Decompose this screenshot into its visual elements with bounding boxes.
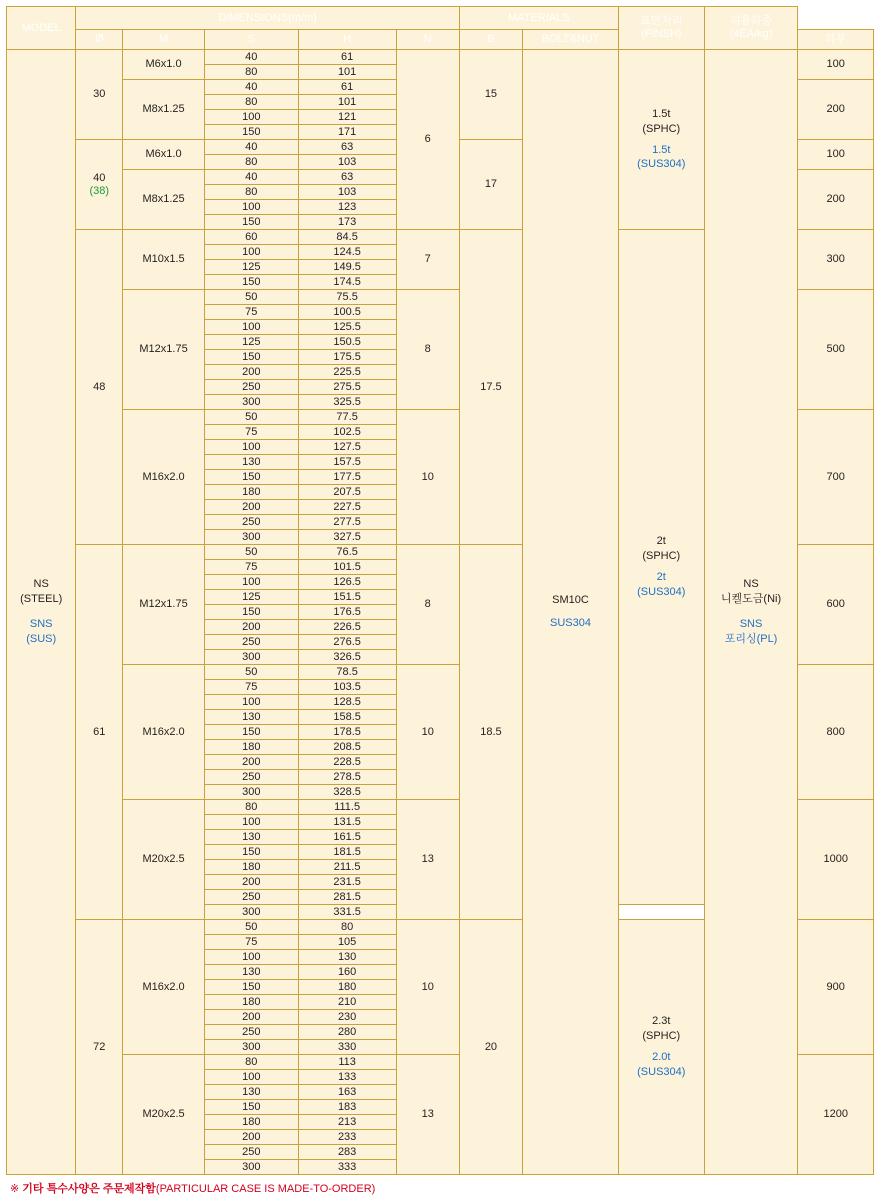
h-value: 78.5 xyxy=(298,665,396,680)
load-value: 1200 xyxy=(798,1055,874,1175)
s-value: 40 xyxy=(204,140,298,155)
h-value: 101 xyxy=(298,65,396,80)
boltnut-steel: SM10C xyxy=(552,594,589,607)
thread-m10: M10x1.5 xyxy=(123,230,205,290)
header-row-main xyxy=(7,7,874,30)
s-value: 40 xyxy=(204,80,298,95)
s-value: 80 xyxy=(204,1055,298,1070)
h-value: 103 xyxy=(298,155,396,170)
dia-72: 72 xyxy=(76,920,123,1175)
header-materials: MATERIALS xyxy=(459,7,618,30)
s-value: 60 xyxy=(204,230,298,245)
h-value: 102.5 xyxy=(298,425,396,440)
h-value: 100.5 xyxy=(298,305,396,320)
thread-m12: M12x1.75 xyxy=(123,545,205,665)
h-value: 328.5 xyxy=(298,785,396,800)
s-value: 150 xyxy=(204,215,298,230)
load-value: 600 xyxy=(798,545,874,665)
load-value: 900 xyxy=(798,920,874,1055)
s-value: 300 xyxy=(204,650,298,665)
dia-40-alt: (38) xyxy=(89,184,110,197)
dia-40 xyxy=(76,140,123,230)
footnote-mark: ※ xyxy=(10,1183,20,1195)
lower-material-3 xyxy=(618,920,704,1175)
n-value: 10 xyxy=(396,665,459,800)
s-value: 180 xyxy=(204,485,298,500)
header-finish-line2: (FINSH) xyxy=(641,28,682,40)
s-value: 75 xyxy=(204,560,298,575)
h-value: 173 xyxy=(298,215,396,230)
s-value: 200 xyxy=(204,365,298,380)
n-value: 10 xyxy=(396,410,459,545)
s-value: 100 xyxy=(204,440,298,455)
lower-sus-line1: 2.0t xyxy=(652,1051,671,1063)
thread-m16: M16x2.0 xyxy=(123,665,205,800)
s-value: 50 xyxy=(204,665,298,680)
s-value: 130 xyxy=(204,1085,298,1100)
h-value: 225.5 xyxy=(298,365,396,380)
h-value: 174.5 xyxy=(298,275,396,290)
s-value: 125 xyxy=(204,260,298,275)
s-value: 150 xyxy=(204,980,298,995)
h-value: 161.5 xyxy=(298,830,396,845)
h-value: 128.5 xyxy=(298,695,396,710)
load-value: 800 xyxy=(798,665,874,800)
h-value: 181.5 xyxy=(298,845,396,860)
load-value: 100 xyxy=(798,50,874,80)
footnote-korean: 기타 특수사양은 주문제작함 xyxy=(22,1183,156,1195)
h-value: 325.5 xyxy=(298,395,396,410)
s-value: 250 xyxy=(204,380,298,395)
s-value: 75 xyxy=(204,425,298,440)
s-value: 75 xyxy=(204,935,298,950)
h-value: 160 xyxy=(298,965,396,980)
h-value: 157.5 xyxy=(298,455,396,470)
h-value: 84.5 xyxy=(298,230,396,245)
load-value: 500 xyxy=(798,290,874,410)
h-value: 275.5 xyxy=(298,380,396,395)
h-value: 61 xyxy=(298,50,396,65)
s-value: 250 xyxy=(204,770,298,785)
s-value: 100 xyxy=(204,1070,298,1085)
h-value: 211.5 xyxy=(298,860,396,875)
boltnut-sus: SUS304 xyxy=(550,617,591,629)
n-value: 8 xyxy=(396,545,459,665)
thread-m12: M12x1.75 xyxy=(123,290,205,410)
h-value: 233 xyxy=(298,1130,396,1145)
s-value: 150 xyxy=(204,470,298,485)
header-h: H xyxy=(298,30,396,50)
s-value: 150 xyxy=(204,350,298,365)
s-value: 80 xyxy=(204,65,298,80)
s-value: 130 xyxy=(204,965,298,980)
s-value: 300 xyxy=(204,1040,298,1055)
b-value: 15 xyxy=(459,50,522,140)
s-value: 200 xyxy=(204,1130,298,1145)
h-value: 151.5 xyxy=(298,590,396,605)
table-row xyxy=(7,50,874,65)
h-value: 281.5 xyxy=(298,890,396,905)
n-value: 7 xyxy=(396,230,459,290)
lower-sus-line2: (SUS304) xyxy=(637,158,686,171)
s-value: 50 xyxy=(204,410,298,425)
b-value: 17.5 xyxy=(459,230,522,545)
h-value: 280 xyxy=(298,1025,396,1040)
header-s: S xyxy=(204,30,298,50)
h-value: 327.5 xyxy=(298,530,396,545)
lower-material-2 xyxy=(618,230,704,905)
s-value: 250 xyxy=(204,1025,298,1040)
h-value: 113 xyxy=(298,1055,396,1070)
s-value: 100 xyxy=(204,575,298,590)
dia-61: 61 xyxy=(76,545,123,920)
b-value: 17 xyxy=(459,140,522,230)
thread-m16: M16x2.0 xyxy=(123,410,205,545)
specification-table xyxy=(6,6,874,1175)
model-cell xyxy=(7,50,76,1175)
header-dia: Ø xyxy=(76,30,123,50)
h-value: 163 xyxy=(298,1085,396,1100)
s-value: 80 xyxy=(204,185,298,200)
h-value: 101.5 xyxy=(298,560,396,575)
h-value: 230 xyxy=(298,1010,396,1025)
s-value: 130 xyxy=(204,455,298,470)
s-value: 130 xyxy=(204,710,298,725)
h-value: 103 xyxy=(298,185,396,200)
h-value: 276.5 xyxy=(298,635,396,650)
s-value: 250 xyxy=(204,515,298,530)
s-value: 125 xyxy=(204,590,298,605)
h-value: 130 xyxy=(298,950,396,965)
load-value: 200 xyxy=(798,170,874,230)
h-value: 326.5 xyxy=(298,650,396,665)
n-value: 8 xyxy=(396,290,459,410)
h-value: 177.5 xyxy=(298,470,396,485)
load-value: 300 xyxy=(798,230,874,290)
lower-sus-line1: 2t xyxy=(656,571,666,583)
s-value: 40 xyxy=(204,170,298,185)
model-steel-line2: (STEEL) xyxy=(20,593,63,606)
s-value: 130 xyxy=(204,830,298,845)
s-value: 75 xyxy=(204,305,298,320)
h-value: 131.5 xyxy=(298,815,396,830)
s-value: 150 xyxy=(204,725,298,740)
h-value: 101 xyxy=(298,95,396,110)
thread-m20: M20x2.5 xyxy=(123,1055,205,1175)
h-value: 80 xyxy=(298,920,396,935)
s-value: 125 xyxy=(204,335,298,350)
header-load xyxy=(704,7,798,50)
s-value: 150 xyxy=(204,1100,298,1115)
h-value: 333 xyxy=(298,1160,396,1175)
finish-sus-line1: SNS xyxy=(739,618,763,630)
h-value: 330 xyxy=(298,1040,396,1055)
h-value: 183 xyxy=(298,1100,396,1115)
s-value: 100 xyxy=(204,320,298,335)
s-value: 50 xyxy=(204,545,298,560)
h-value: 180 xyxy=(298,980,396,995)
lower-steel-line1: 2.3t xyxy=(652,1015,671,1028)
thread-m8: M8x1.25 xyxy=(123,170,205,230)
s-value: 150 xyxy=(204,275,298,290)
load-value: 700 xyxy=(798,410,874,545)
s-value: 300 xyxy=(204,1160,298,1175)
lower-sus-line2: (SUS304) xyxy=(637,1065,686,1078)
n-value: 13 xyxy=(396,1055,459,1175)
n-value: 10 xyxy=(396,920,459,1055)
header-load-line1: 허용하중 xyxy=(729,15,773,28)
header-load-line2: (4EA/kg) xyxy=(729,28,773,40)
thread-m8: M8x1.25 xyxy=(123,80,205,140)
h-value: 171 xyxy=(298,125,396,140)
s-value: 40 xyxy=(204,50,298,65)
s-value: 200 xyxy=(204,875,298,890)
finish-sus-line2: 포리싱(PL) xyxy=(724,632,778,645)
thread-m16: M16x2.0 xyxy=(123,920,205,1055)
s-value: 300 xyxy=(204,395,298,410)
h-value: 331.5 xyxy=(298,905,396,920)
h-value: 176.5 xyxy=(298,605,396,620)
lower-steel-line2: (SPHC) xyxy=(642,550,681,563)
h-value: 63 xyxy=(298,170,396,185)
s-value: 80 xyxy=(204,800,298,815)
h-value: 63 xyxy=(298,140,396,155)
lower-sus-line2: (SUS304) xyxy=(637,585,686,598)
footnote xyxy=(6,1180,874,1196)
dia-40-main: 40 xyxy=(93,171,106,184)
model-sus-line2: (SUS) xyxy=(26,632,57,645)
s-value: 180 xyxy=(204,740,298,755)
s-value: 250 xyxy=(204,890,298,905)
thread-m6: M6x1.0 xyxy=(123,140,205,170)
h-value: 61 xyxy=(298,80,396,95)
lower-material-1 xyxy=(618,50,704,230)
h-value: 208.5 xyxy=(298,740,396,755)
h-value: 105 xyxy=(298,935,396,950)
s-value: 100 xyxy=(204,950,298,965)
boltnut-cell xyxy=(523,50,619,1175)
lower-sus-line1: 1.5t xyxy=(652,143,671,156)
header-n: N xyxy=(396,30,459,50)
finish-steel-line2: 니켈도금(Ni) xyxy=(720,593,782,606)
h-value: 210 xyxy=(298,995,396,1010)
h-value: 213 xyxy=(298,1115,396,1130)
h-value: 228.5 xyxy=(298,755,396,770)
lower-steel-line2: (SPHC) xyxy=(642,1030,681,1043)
h-value: 123 xyxy=(298,200,396,215)
s-value: 180 xyxy=(204,860,298,875)
n-value: 13 xyxy=(396,800,459,920)
s-value: 300 xyxy=(204,785,298,800)
b-value: 20 xyxy=(459,920,522,1175)
footnote-english: (PARTICULAR CASE IS MADE-TO-ORDER) xyxy=(155,1183,376,1195)
s-value: 80 xyxy=(204,95,298,110)
header-finish xyxy=(618,7,704,50)
h-value: 175.5 xyxy=(298,350,396,365)
s-value: 100 xyxy=(204,245,298,260)
h-value: 77.5 xyxy=(298,410,396,425)
s-value: 180 xyxy=(204,995,298,1010)
s-value: 250 xyxy=(204,1145,298,1160)
s-value: 300 xyxy=(204,905,298,920)
s-value: 150 xyxy=(204,845,298,860)
lower-steel-line1: 1.5t xyxy=(652,107,671,120)
s-value: 80 xyxy=(204,155,298,170)
s-value: 100 xyxy=(204,695,298,710)
s-value: 200 xyxy=(204,755,298,770)
h-value: 150.5 xyxy=(298,335,396,350)
h-value: 127.5 xyxy=(298,440,396,455)
model-steel-line1: NS xyxy=(33,578,49,591)
h-value: 124.5 xyxy=(298,245,396,260)
lower-steel-line2: (SPHC) xyxy=(642,122,681,135)
lower-steel-line1: 2t xyxy=(656,535,666,548)
n-value: 6 xyxy=(396,50,459,230)
s-value: 180 xyxy=(204,1115,298,1130)
h-value: 75.5 xyxy=(298,290,396,305)
header-b: B xyxy=(459,30,522,50)
s-value: 150 xyxy=(204,605,298,620)
s-value: 100 xyxy=(204,200,298,215)
h-value: 158.5 xyxy=(298,710,396,725)
h-value: 133 xyxy=(298,1070,396,1085)
h-value: 125.5 xyxy=(298,320,396,335)
s-value: 200 xyxy=(204,500,298,515)
h-value: 126.5 xyxy=(298,575,396,590)
load-value: 200 xyxy=(798,80,874,140)
s-value: 300 xyxy=(204,530,298,545)
h-value: 278.5 xyxy=(298,770,396,785)
h-value: 178.5 xyxy=(298,725,396,740)
s-value: 150 xyxy=(204,125,298,140)
finish-steel-line1: NS xyxy=(743,578,759,591)
header-boltnut: BOLT&NUT xyxy=(523,30,619,50)
b-value: 18.5 xyxy=(459,545,522,920)
s-value: 50 xyxy=(204,290,298,305)
h-value: 111.5 xyxy=(298,800,396,815)
thread-m20: M20x2.5 xyxy=(123,800,205,920)
h-value: 231.5 xyxy=(298,875,396,890)
header-m: M xyxy=(123,30,205,50)
s-value: 100 xyxy=(204,110,298,125)
thread-m6: M6x1.0 xyxy=(123,50,205,80)
s-value: 75 xyxy=(204,680,298,695)
h-value: 283 xyxy=(298,1145,396,1160)
header-model: MODEL xyxy=(7,7,76,50)
load-value: 100 xyxy=(798,140,874,170)
s-value: 200 xyxy=(204,1010,298,1025)
s-value: 100 xyxy=(204,815,298,830)
header-dimensions: DIMENSIONS(m/m) xyxy=(76,7,459,30)
s-value: 200 xyxy=(204,620,298,635)
s-value: 50 xyxy=(204,920,298,935)
h-value: 103.5 xyxy=(298,680,396,695)
finish-cell xyxy=(704,50,798,1175)
header-lower: 하부 xyxy=(798,30,874,50)
h-value: 121 xyxy=(298,110,396,125)
h-value: 76.5 xyxy=(298,545,396,560)
h-value: 277.5 xyxy=(298,515,396,530)
model-sus-line1: SNS xyxy=(29,618,53,630)
s-value: 250 xyxy=(204,635,298,650)
h-value: 226.5 xyxy=(298,620,396,635)
h-value: 207.5 xyxy=(298,485,396,500)
load-value: 1000 xyxy=(798,800,874,920)
h-value: 149.5 xyxy=(298,260,396,275)
dia-48: 48 xyxy=(76,230,123,545)
header-finish-line1: 표면처리 xyxy=(640,15,683,28)
h-value: 227.5 xyxy=(298,500,396,515)
dia-30: 30 xyxy=(76,50,123,140)
